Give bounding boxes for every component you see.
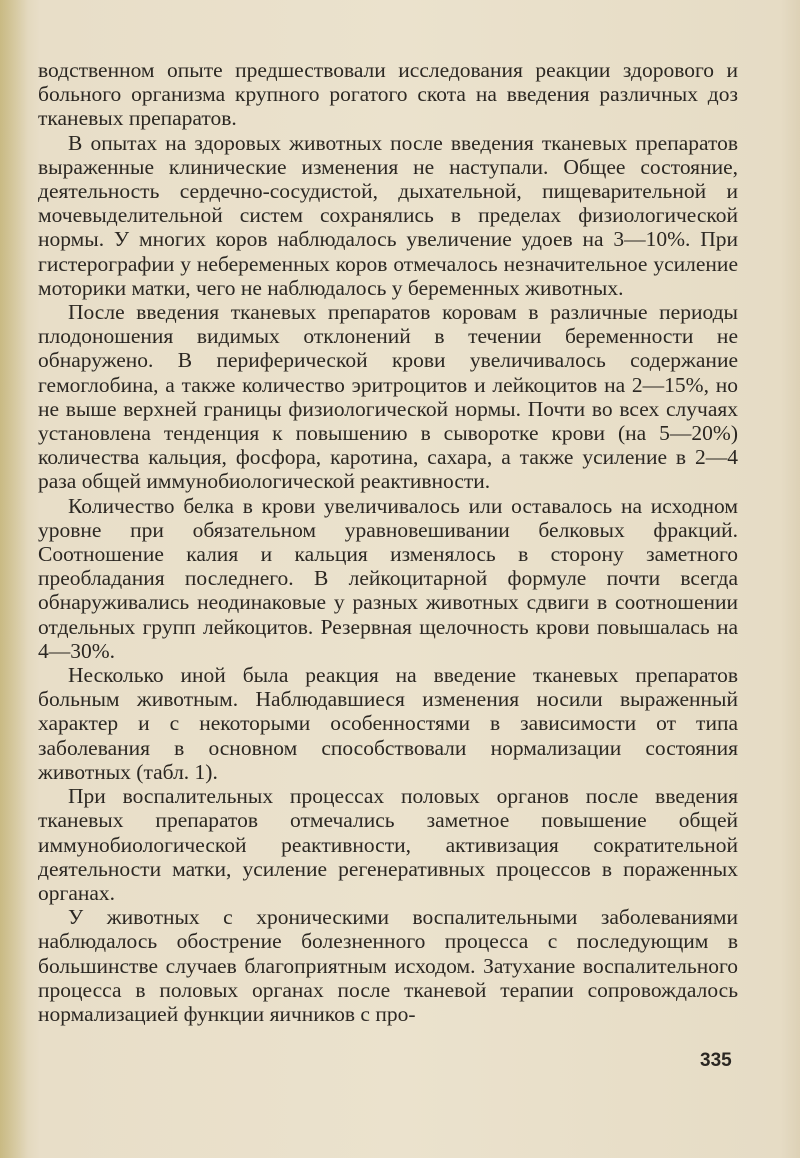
paragraph-4: Количество белка в крови увеличивалось или оставалось на исходном уровне при обязательном уравновешивании белковых фракций. Соотношение калия и кальция изменялось в сторону заметного преобладания последнего. В лейкоцитарной формуле почти всегда обнаруживались неодинаковые у разных животных сдвиги в соотношении отдельных групп лейкоцитов. Резервная щелочность крови повышалась на 4—30%.	[38, 493, 738, 663]
page-binding-shadow	[0, 0, 28, 1158]
paragraph-2: В опытах на здоровых животных после введения тканевых препаратов выраженные клинические изменения не наступали. Общее состояние, деятельность сердечно-сосудистой, дыхательной, пищеварительной и мочевыделительной систем сохранялись в пределах физиологической нормы. У многих коров наблюдалось увеличение удоев на 3—10%. При гистерографии у небеременных коров отмечалось незначительное усиление моторики матки, чего не наблюдалось у беременных животных.	[38, 130, 738, 300]
page-number: 335	[700, 1050, 732, 1071]
body-text	[38, 58, 738, 1026]
paragraph-7: У животных с хроническими воспалительными заболеваниями наблюдалось обострение болезненного процесса с последующим в большинстве случаев благоприятным исходом. Затухание воспалительного процесса в половых органах после тканевой терапии сопровождалось нормализацией функции яичников с про-	[38, 905, 738, 1026]
paragraph-6: При воспалительных процессах половых органов после введения тканевых препаратов отмечались заметное повышение общей иммунобиологической реактивности, активизация сократительной деятельности матки, усиление регенеративных процессов в пораженных органах.	[38, 784, 738, 905]
paragraph-1: водственном опыте предшествовали исследования реакции здорового и больного организма крупного рогатого скота на введения различных доз тканевых препаратов.	[38, 58, 738, 131]
paragraph-3: После введения тканевых препаратов коровам в различные периоды плодоношения видимых отклонений в течении беременности не обнаружено. В периферической крови увеличивалось содержание гемоглобина, а также количество эритроцитов и лейкоцитов на 2—15%, но не выше верхней границы физиологической нормы. Почти во всех случаях установлена тенденция к повышению в сыворотке крови (на 5—20%) количества кальция, фосфора, каротина, сахара, а также усиление в 2—4 раза общей иммунобиологической реактивности.	[38, 300, 738, 494]
paragraph-5: Несколько иной была реакция на введение тканевых препаратов больным животным. Наблюдавшиеся изменения носили выраженный характер и с некоторыми особенностями в зависимости от типа заболевания в основном способствовали нормализации состояния животных (табл. 1).	[38, 663, 738, 784]
